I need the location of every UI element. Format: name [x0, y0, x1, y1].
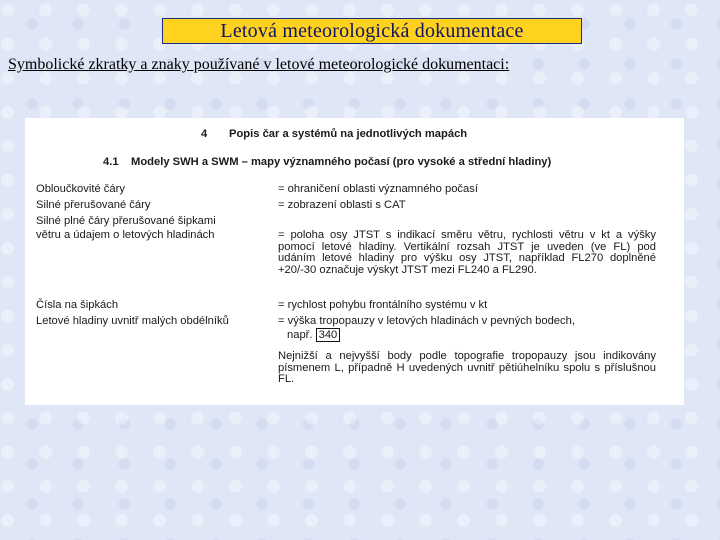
term-flight-levels: Letové hladiny uvnitř malých obdélníků [36, 315, 229, 327]
def-dashed-lines: = zobrazení oblasti s CAT [278, 199, 406, 211]
term-dashed-lines: Silné přerušované čáry [36, 199, 151, 211]
def-frontal-speed: = rychlost pohybu frontálního systému v kt [278, 299, 488, 311]
document-excerpt [25, 118, 684, 405]
subsection-title: Modely SWH a SWM – mapy významného počasí (pro vysoké a střední hladiny) [131, 156, 552, 168]
term-arrow-numbers: Čísla na šipkách [36, 299, 119, 311]
slide-title-text: Letová meteorologická dokumentace [220, 19, 524, 42]
example-label: např. [287, 329, 313, 341]
slide-title [162, 18, 582, 44]
term-arc-lines: Obloučkovité čáry [36, 183, 125, 195]
subsection-number: 4.1 [103, 156, 119, 168]
def-arc-lines: = ohraničení oblasti významného počasí [278, 183, 478, 195]
term-solid-lines: Silné plné čáry přerušované šipkami [36, 215, 216, 227]
section-title: Popis čar a systémů na jednotlivých mapách [229, 128, 468, 140]
def-tropopause: = výška tropopauzy v letových hladinách v pevných bodech, [278, 315, 575, 327]
slide-subtitle: Symbolické zkratky a znaky používané v letové meteorologické dokumentaci: [8, 56, 510, 73]
term-solid-lines-cont: větru a údajem o letových hladinách [36, 229, 215, 241]
def-tropopause-example [287, 330, 340, 342]
def-tropopause-points: Nejnižší a nejvyšší body podle topografie tropopauzy jsou indikovány písmenem L, případně H uvedených uvnitř pětiúhelníku spolu s příslušnou FL. [278, 350, 656, 386]
example-value-box: 340 [316, 328, 341, 342]
def-jetstream: = poloha osy JTST s indikací směru větru, rychlosti větru v kt a výšky pomocí letové hladiny. Vertikální rozsah JTST je uveden (ve FL) pod udáním letové hladiny pro výšku osy JTST, například FL270 doplněné +20/-30 označuje výskyt JTST mezi FL240 a FL290. [278, 229, 656, 276]
section-number: 4 [201, 128, 208, 140]
